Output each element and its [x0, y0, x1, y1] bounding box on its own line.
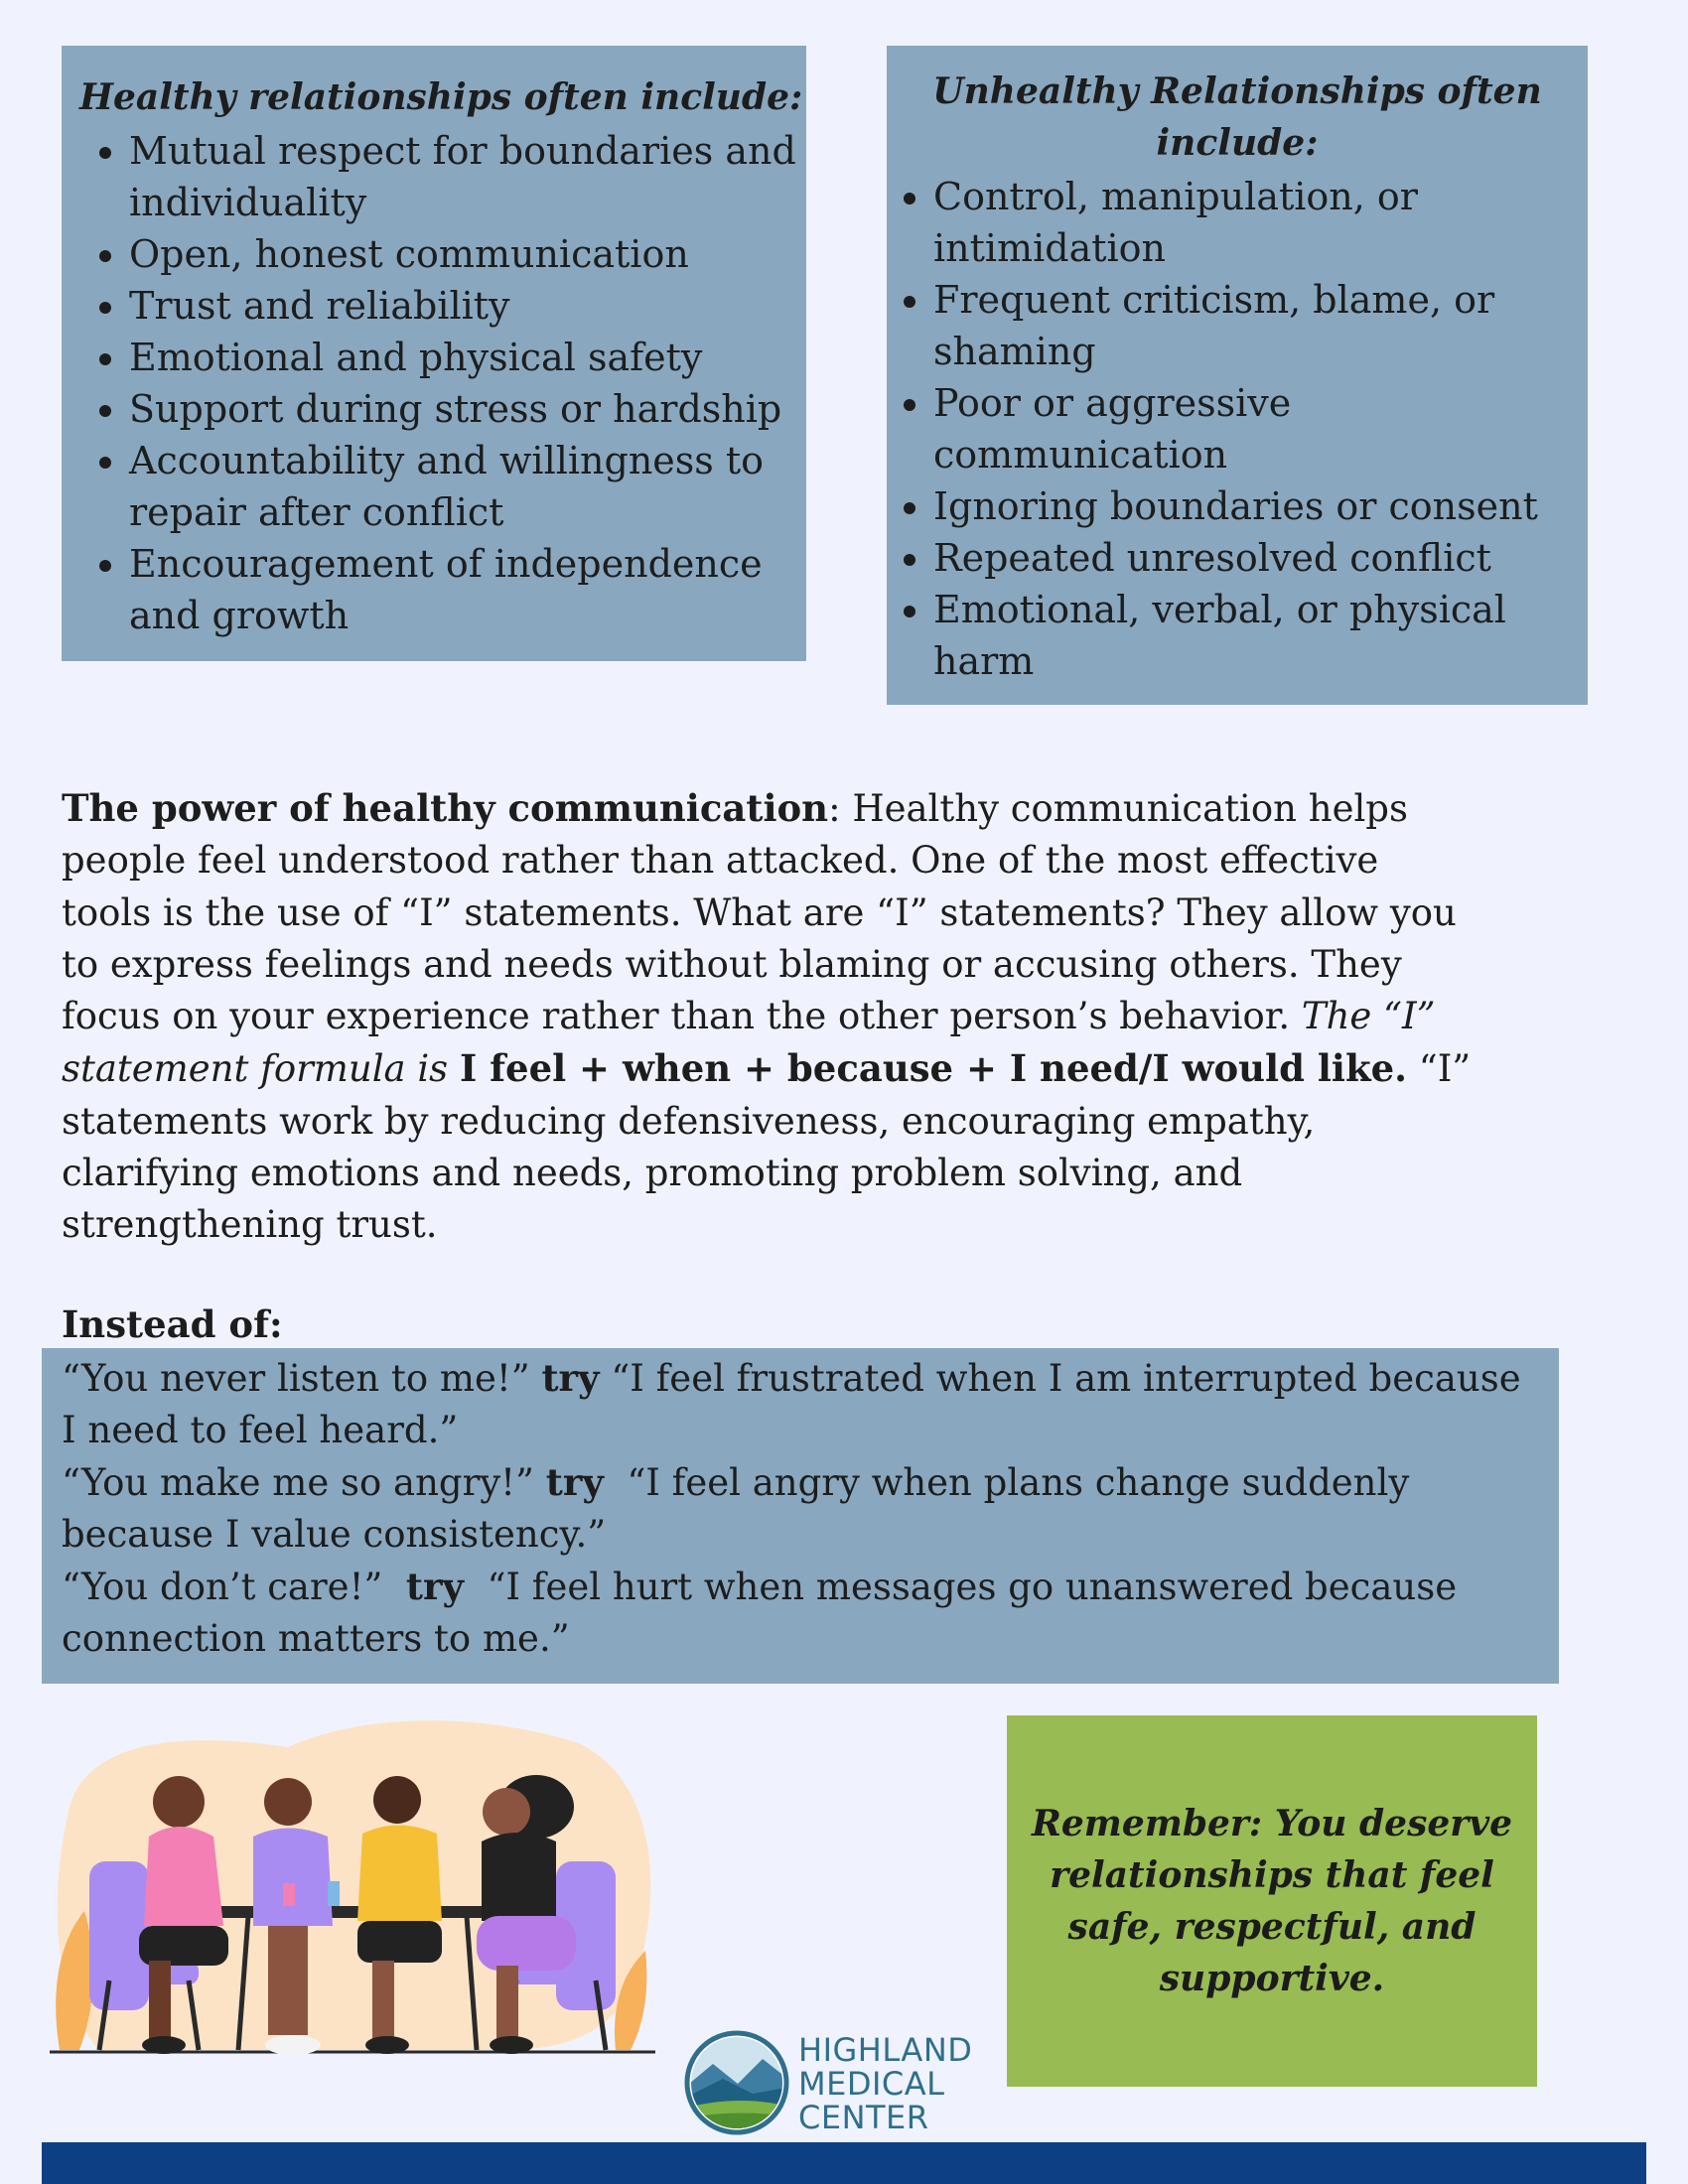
try-phrase: “I feel frustrated when I am interrupted because I need to feel heard.” [62, 1357, 1521, 1451]
unhealthy-title: Unhealthy Relationships often include: [932, 70, 1542, 164]
highland-medical-center-logo [683, 2025, 1011, 2144]
unhealthy-item: • Repeated unresolved conflict [933, 532, 1578, 584]
healthy-item: • Open, honest communication [129, 228, 806, 280]
healthy-item: • Mutual respect for boundaries and individuality [129, 125, 806, 228]
instead-phrase: “You make me so angry!” [62, 1461, 534, 1504]
instead-phrase: “You don’t care!” [62, 1566, 383, 1608]
unhealthy-item: • Control, manipulation, or intimidation [933, 171, 1578, 274]
example-row [62, 1456, 1539, 1561]
healthy-title: Healthy relationships often include: [79, 76, 803, 118]
instead-phrase: “You never listen to me!” [62, 1357, 530, 1400]
unhealthy-relationships-box [887, 46, 1588, 705]
try-label: try [545, 1460, 604, 1504]
logo-line-2: MEDICAL [798, 2065, 945, 2103]
friends-at-table-illustration [40, 1712, 665, 2100]
unhealthy-item: • Poor or aggressive communication [933, 377, 1578, 480]
example-row [62, 1352, 1539, 1456]
instead-of-heading: Instead of: [62, 1302, 283, 1346]
unhealthy-item: • Frequent criticism, blame, or shaming [933, 274, 1578, 377]
remember-callout [1007, 1715, 1537, 2087]
intro-text-2: “I” statements work by reducing defensiveness, encouraging empathy, clarifying emotions and needs, promoting problem solving, and strengthening trust. [62, 1047, 1472, 1247]
healthy-item: • Emotional and physical safety [129, 332, 806, 383]
intro-heading: The power of healthy communication [62, 786, 829, 830]
i-statement-examples-box [42, 1348, 1559, 1684]
logo-text [798, 2033, 972, 2134]
try-phrase: “I feel angry when plans change suddenly because I value consistency.” [62, 1461, 1410, 1556]
logo-line-3: CENTER [798, 2099, 929, 2136]
healthy-item: • Encouragement of independence and growth [129, 538, 806, 641]
example-row [62, 1561, 1539, 1665]
intro-text-1: : Healthy communication helps people feel understood rather than attacked. One of the most effective tools is the use of “I” statements. What are “I” statements? They allow you to express feelings and needs without blaming or accusing others. They focus on your experience rather than the other person’s behavior. [62, 787, 1457, 1038]
healthy-item: • Support during stress or hardship [129, 383, 806, 435]
healthy-list [79, 125, 806, 641]
formula: I feel + when + because + I need/I would like. [459, 1046, 1408, 1091]
healthy-item: • Trust and reliability [129, 280, 806, 332]
try-label: try [541, 1356, 600, 1400]
remember-text: Remember: You deserve relationships that feel safe, respectful, and supportive. [1031, 1803, 1513, 1999]
logo-line-1: HIGHLAND [798, 2031, 973, 2069]
try-phrase: “I feel hurt when messages go unanswered because connection matters to me.” [62, 1566, 1458, 1660]
healthy-relationships-box [62, 46, 806, 661]
unhealthy-item: • Ignoring boundaries or consent [933, 480, 1578, 532]
healthy-communication-paragraph [62, 782, 1472, 1252]
footer-bar [42, 2142, 1646, 2184]
mountain-logo-icon [683, 2029, 790, 2136]
healthy-item: • Accountability and willingness to repair after conflict [129, 435, 806, 538]
unhealthy-item: • Emotional, verbal, or physical harm [933, 584, 1578, 687]
formula-label: The “I” statement formula is [62, 995, 1436, 1091]
try-label: try [405, 1565, 464, 1608]
unhealthy-list [887, 171, 1588, 687]
